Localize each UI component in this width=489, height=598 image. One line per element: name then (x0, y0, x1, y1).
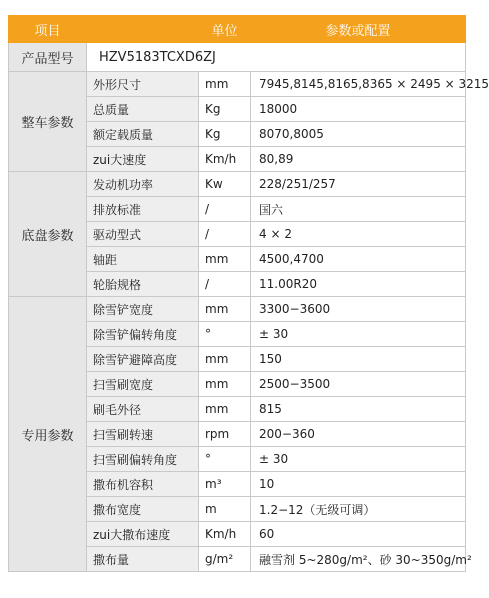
value-cell: 150 (251, 347, 466, 372)
value-cell: 200−360 (251, 422, 466, 447)
param-name: 刷毛外径 (87, 397, 199, 422)
model-value: HZV5183TCXD6ZJ (87, 43, 466, 72)
unit-cell: Kg (199, 97, 251, 122)
param-name: 撒布机容积 (87, 472, 199, 497)
param-name: 额定载质量 (87, 122, 199, 147)
param-name: 除雪铲偏转角度 (87, 322, 199, 347)
table-row (9, 297, 466, 322)
group-label: 整车参数 (9, 72, 87, 172)
unit-cell: mm (199, 247, 251, 272)
param-name: 扫雪刷转速 (87, 422, 199, 447)
group-label: 底盘参数 (9, 172, 87, 297)
unit-cell: mm (199, 372, 251, 397)
unit-cell: ° (199, 322, 251, 347)
spec-table-container (8, 15, 489, 572)
value-cell: 60 (251, 522, 466, 547)
value-cell: 4 × 2 (251, 222, 466, 247)
value-cell: 8070,8005 (251, 122, 466, 147)
param-name: 总质量 (87, 97, 199, 122)
param-name: 排放标准 (87, 197, 199, 222)
unit-cell: g/m² (199, 547, 251, 572)
unit-cell: mm (199, 72, 251, 97)
value-cell: 2500−3500 (251, 372, 466, 397)
unit-cell: rpm (199, 422, 251, 447)
param-name: 外形尺寸 (87, 72, 199, 97)
unit-cell: Km/h (199, 522, 251, 547)
param-name: 扫雪刷偏转角度 (87, 447, 199, 472)
unit-cell: ° (199, 447, 251, 472)
unit-cell: mm (199, 297, 251, 322)
value-cell: ± 30 (251, 447, 466, 472)
value-cell: 18000 (251, 97, 466, 122)
table-row (9, 172, 466, 197)
value-cell: 3300−3600 (251, 297, 466, 322)
param-name: 撒布量 (87, 547, 199, 572)
model-row (9, 43, 466, 72)
group-label: 专用参数 (9, 297, 87, 572)
header-spacer (87, 16, 199, 43)
header-value: 参数或配置 (251, 16, 466, 43)
param-name: zui大撒布速度 (87, 522, 199, 547)
unit-cell: / (199, 272, 251, 297)
value-cell: ± 30 (251, 322, 466, 347)
value-cell: 1.2−12（无级可调） (251, 497, 466, 522)
value-cell: 228/251/257 (251, 172, 466, 197)
spec-table (8, 15, 489, 572)
value-cell: 10 (251, 472, 466, 497)
param-name: 轴距 (87, 247, 199, 272)
table-row (9, 72, 466, 97)
value-cell: 11.00R20 (251, 272, 466, 297)
param-name: 发动机功率 (87, 172, 199, 197)
unit-cell: / (199, 222, 251, 247)
value-cell: 80,89 (251, 147, 466, 172)
param-name: zui大速度 (87, 147, 199, 172)
unit-cell: Kw (199, 172, 251, 197)
unit-cell: mm (199, 397, 251, 422)
unit-cell: m (199, 497, 251, 522)
value-cell: 815 (251, 397, 466, 422)
unit-cell: m³ (199, 472, 251, 497)
param-name: 除雪铲避障高度 (87, 347, 199, 372)
unit-cell: Kg (199, 122, 251, 147)
param-name: 撒布宽度 (87, 497, 199, 522)
value-cell: 4500,4700 (251, 247, 466, 272)
table-header-row (9, 16, 466, 43)
param-name: 扫雪刷宽度 (87, 372, 199, 397)
model-label: 产品型号 (9, 43, 87, 72)
unit-cell: Km/h (199, 147, 251, 172)
value-cell: 融雪剂 5~280g/m²、砂 30~350g/m² (251, 547, 466, 572)
param-name: 除雪铲宽度 (87, 297, 199, 322)
value-cell: 国六 (251, 197, 466, 222)
param-name: 驱动型式 (87, 222, 199, 247)
param-name: 轮胎规格 (87, 272, 199, 297)
unit-cell: mm (199, 347, 251, 372)
unit-cell: / (199, 197, 251, 222)
header-unit: 单位 (199, 16, 251, 43)
value-cell: 7945,8145,8165,8365 × 2495 × 3215 (251, 72, 466, 97)
header-item: 项目 (9, 16, 87, 43)
